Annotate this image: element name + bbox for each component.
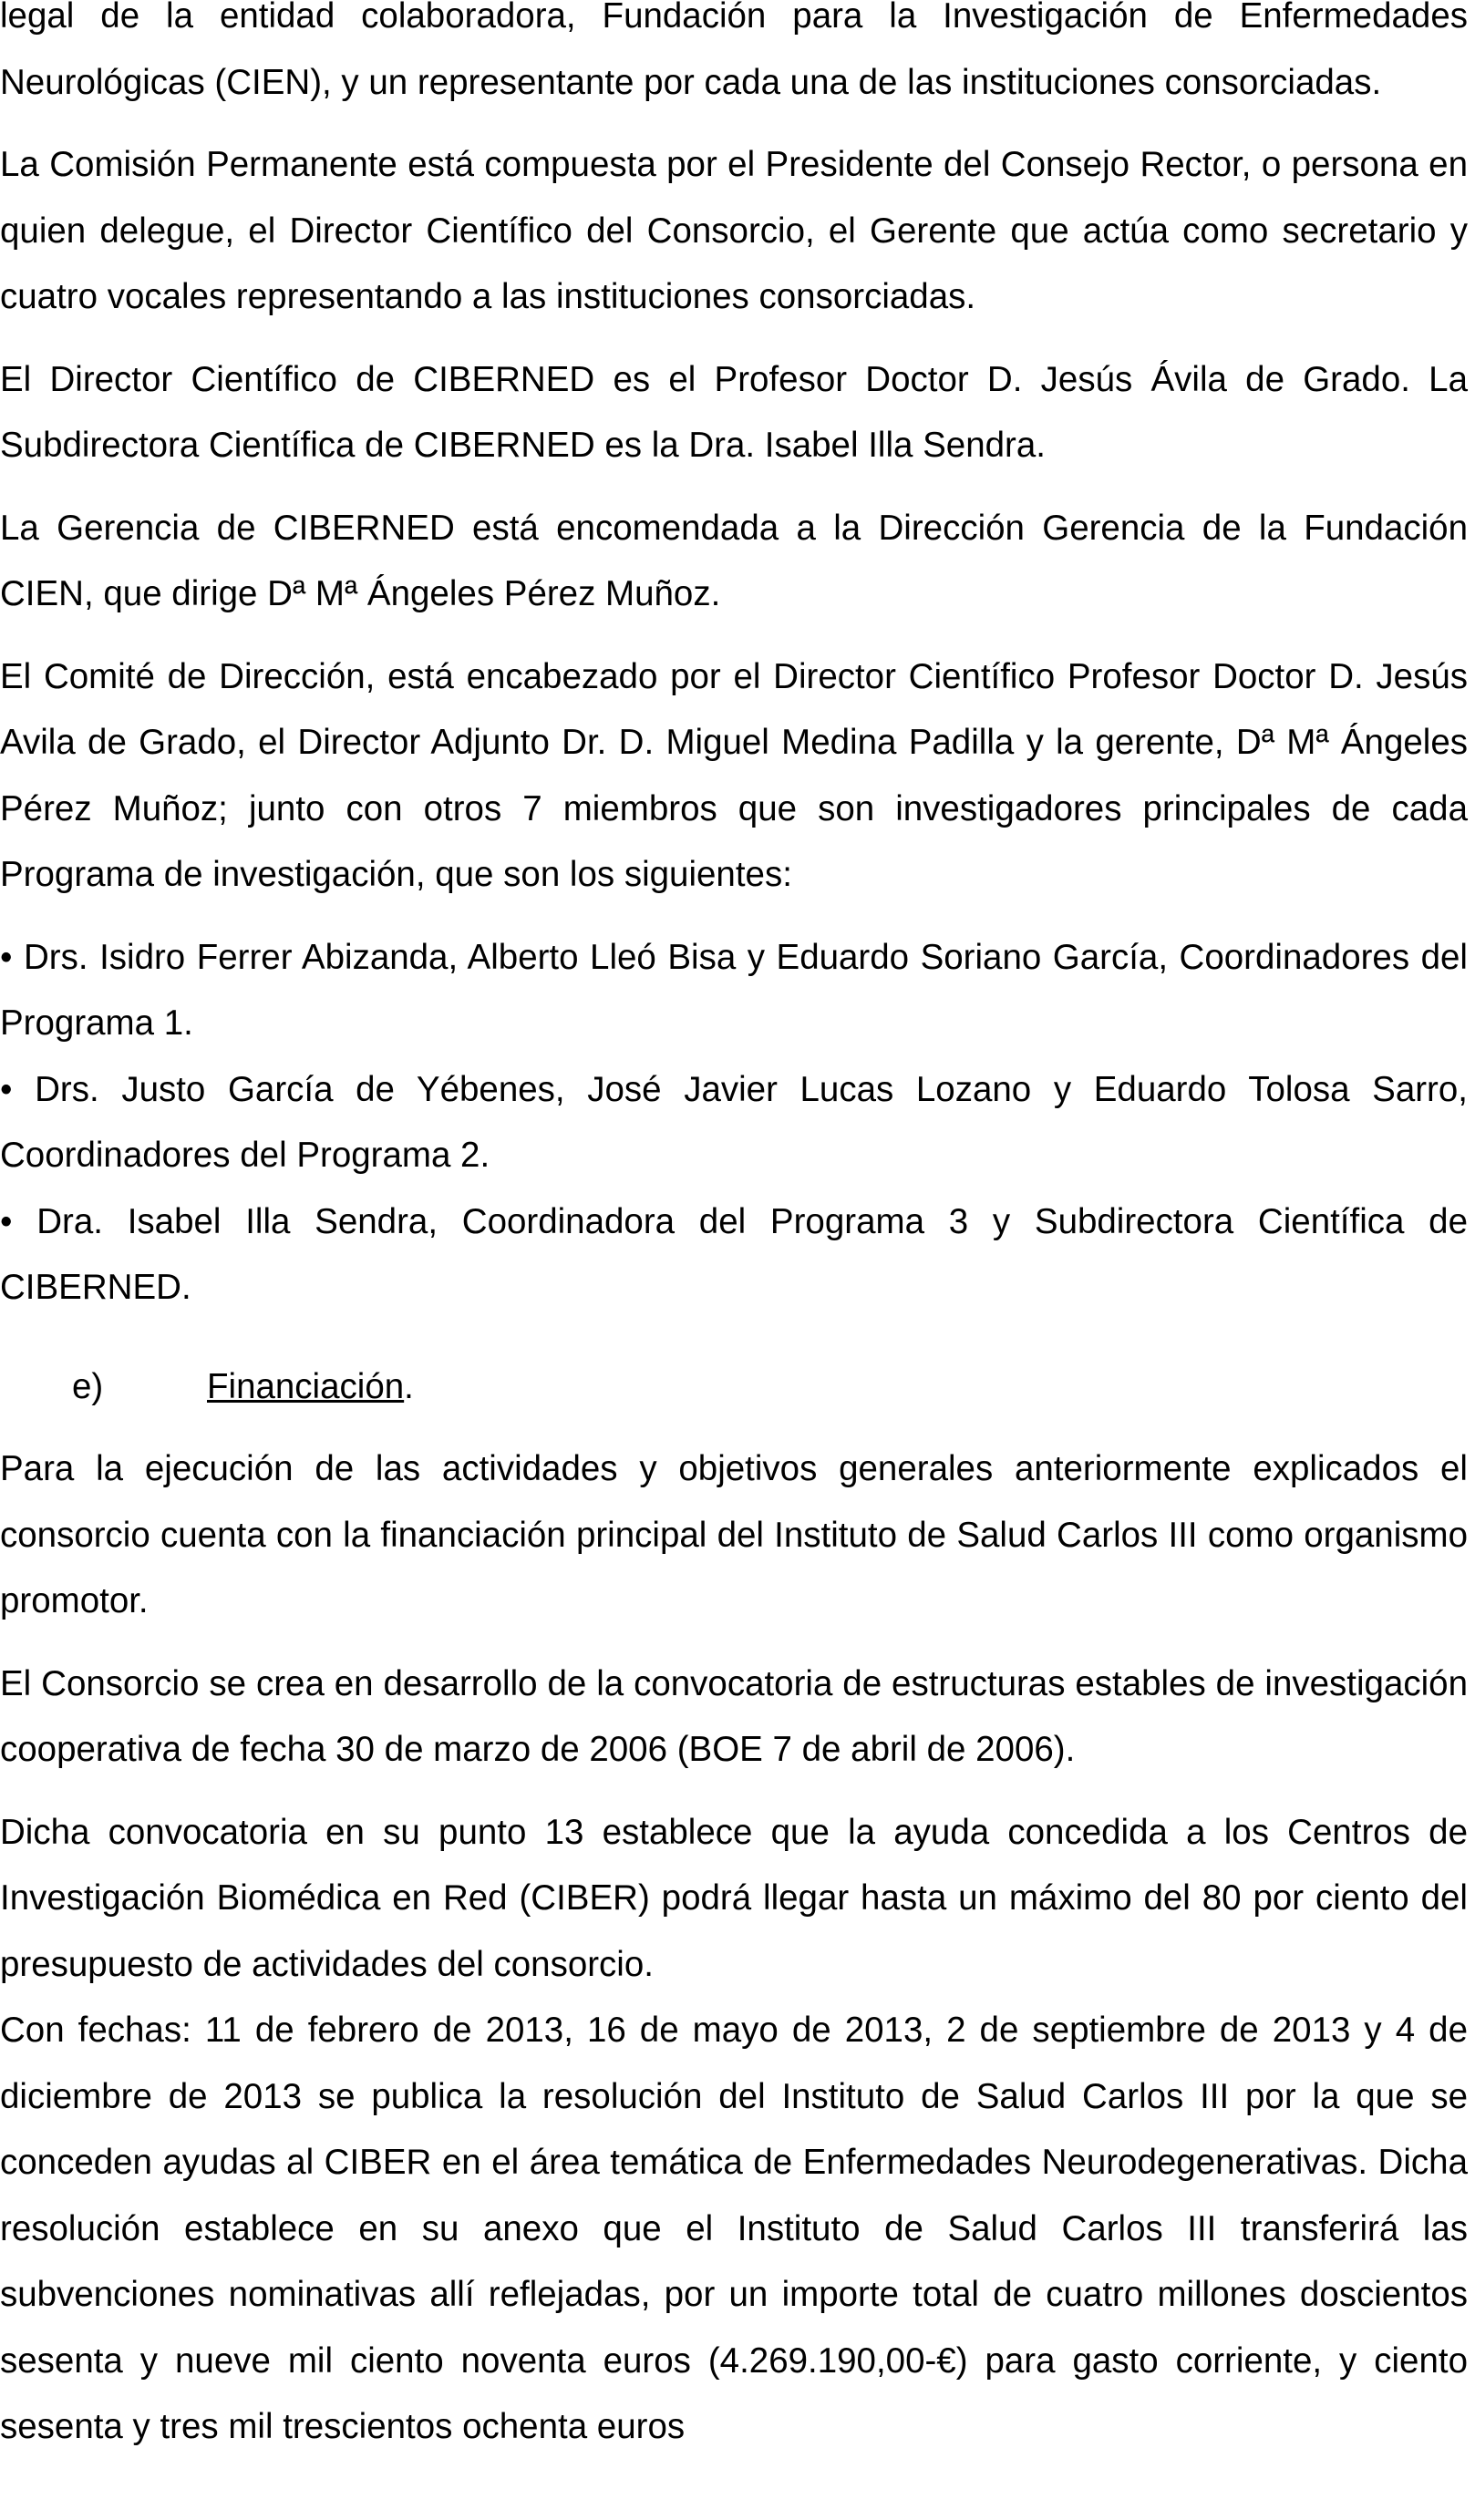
section-title: Financiación	[207, 1366, 405, 1406]
bullet-programa-3: • Dra. Isabel Illa Sendra, Coordinadora del Programa 3 y Subdirectora Científica de CIBERNED.	[0, 1201, 1468, 1307]
paragraph-convocatoria: Dicha convocatoria en su punto 13 establece que la ayuda concedida a los Centros de Investigación Biomédica en Red (CIBER) podrá llegar hasta un máximo del 80 por ciento del presupuesto de actividades del consorcio.	[0, 1812, 1468, 1984]
paragraph-financiacion-principal: Para la ejecución de las actividades y objetivos generales anteriormente explicados el consorcio cuenta con la financiación principal del Instituto de Salud Carlos III como organismo promotor.	[0, 1449, 1468, 1620]
paragraph-resoluciones: Con fechas: 11 de febrero de 2013, 16 de mayo de 2013, 2 de septiembre de 2013 y 4 de diciembre de 2013 se publica la resolución del Instituto de Salud Carlos III por la que se conceden ayudas al CIBER en el área temática de Enfermedades Neurodegenerativas. Dicha resolución establece en su anexo que el Instituto de Salud Carlos III transferirá las subvenciones nominativas allí reflejadas, por un importe total de cuatro millones doscientos sesenta y nueve mil ciento noventa euros (4.269.190,00-€) para gasto corriente, y ciento sesenta y tres mil trescientos ochenta euros	[0, 2011, 1468, 2446]
paragraph-comision-permanente: La Comisión Permanente está compuesta por el Presidente del Consejo Rector, o persona en quien delegue, el Director Científico del Consorcio, el Gerente que actúa como secretario y cuatro vocales representando a las instituciones consorciadas.	[0, 145, 1468, 316]
bullet-programa-2: • Drs. Justo García de Yébenes, José Javier Lucas Lozano y Eduardo Tolosa Sarro, Coordinadores del Programa 2.	[0, 1069, 1468, 1175]
section-title-period: .	[404, 1366, 414, 1406]
paragraph-gerencia: La Gerencia de CIBERNED está encomendada a la Dirección Gerencia de la Fundación CIEN, que dirige Dª Mª Ángeles Pérez Muñoz.	[0, 508, 1468, 613]
paragraph-consejo-rector: legal de la entidad colaboradora, Fundación para la Investigación de Enfermedades Neurológicas (CIEN), y un representante por cada una de las instituciones consorciadas.	[0, 0, 1468, 102]
section-heading	[0, 1354, 1468, 1421]
paragraph-director-cientifico: El Director Científico de CIBERNED es el Profesor Doctor D. Jesús Ávila de Grado. La Subdirectora Científica de CIBERNED es la Dra. Isabel Illa Sendra.	[0, 359, 1468, 465]
section-letter: e)	[72, 1366, 104, 1406]
bullet-programa-1: • Drs. Isidro Ferrer Abizanda, Alberto Lleó Bisa y Eduardo Soriano García, Coordinadores del Programa 1.	[0, 937, 1468, 1043]
paragraph-creacion-consorcio: El Consorcio se crea en desarrollo de la convocatoria de estructuras estables de investigación cooperativa de fecha 30 de marzo de 2006 (BOE 7 de abril de 2006).	[0, 1663, 1468, 1769]
paragraph-comite-direccion: El Comité de Dirección, está encabezado por el Director Científico Profesor Doctor D. Jesús Avila de Grado, el Director Adjunto Dr. D. Miguel Medina Padilla y la gerente, Dª Mª Ángeles Pérez Muñoz; junto con otros 7 miembros que son investigadores principales de cada Programa de investigación, que son los siguientes:	[0, 656, 1468, 894]
